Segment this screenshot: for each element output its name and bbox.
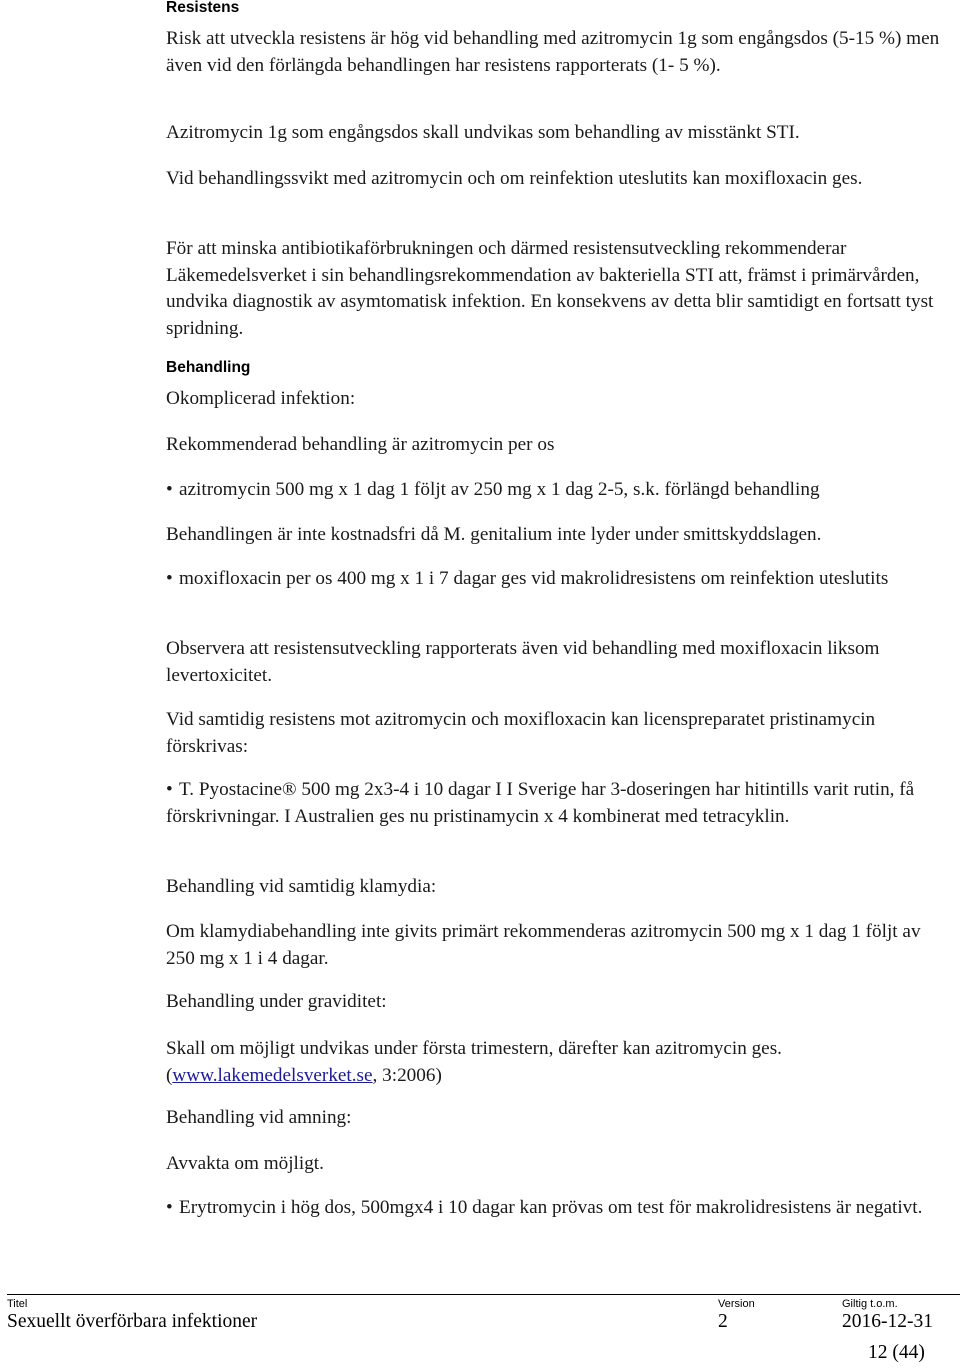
footer-valid-label: Giltig t.o.m. [842,1298,898,1310]
bullet-text: azitromycin 500 mg x 1 dag 1 följt av 250 mg x 1 dag 2-5, s.k. förlängd behandling [179,479,820,500]
paragraph-klamydia-heading: Behandling vid samtidig klamydia: [166,876,437,897]
graviditet-text-after: , 3:2006) [372,1064,442,1086]
bullet-text: T. Pyostacine® 500 mg 2x3-4 i 10 dagar I I Sverige har 3-doseringen har hitintills varit rutin, få förskrivningar. I Australien ges nu pristinamycin x 4 kombinerat med tetracyklin. [166,779,915,827]
bullet-icon [166,1197,179,1218]
page-footer [0,1294,960,1368]
footer-valid-value: 2016-12-31 [842,1311,933,1332]
footer-divider [7,1294,960,1295]
paragraph-amning-heading: Behandling vid amning: [166,1107,352,1128]
paragraph-azitromycin-undvikas: Azitromycin 1g som engångsdos skall undvikas som behandling av misstänkt STI. [166,122,800,143]
bullet-text: moxifloxacin per os 400 mg x 1 i 7 dagar ges vid makrolidresistens om reinfektion uteslutits [179,568,889,589]
section-heading-resistens: Resistens [166,0,240,16]
paragraph-klamydia-text: Om klamydiabehandling inte givits primärt rekommenderas azitromycin 500 mg x 1 dag 1 följt av 250 mg x 1 i 4 dagar. [166,921,921,969]
paragraph-amning-text: Avvakta om möjligt. [166,1153,324,1174]
bullet-item-moxifloxacin [166,566,950,593]
page-number: 12 (44) [868,1342,925,1363]
bullet-icon [166,779,179,800]
lakemedelsverket-link[interactable]: www.lakemedelsverket.se [172,1064,373,1086]
section-heading-behandling: Behandling [166,359,251,376]
bullet-item-azitromycin [166,477,950,504]
bullet-item-pyostacine [166,777,950,830]
bullet-text: Erytromycin i hög dos, 500mgx4 i 10 dagar kan prövas om test för makrolidresistens är negativt. [179,1197,923,1218]
paragraph-kostnadsfri: Behandlingen är inte kostnadsfri då M. genitalium inte lyder under smittskyddslagen. [166,524,822,545]
paragraph-rekommenderad: Rekommenderad behandling är azitromycin per os [166,434,555,455]
paragraph-graviditet-text [166,1036,950,1089]
footer-title-value: Sexuellt överförbara infektioner [7,1311,258,1332]
paragraph-observera: Observera att resistensutveckling rapporterats även vid behandling med moxifloxacin liksom levertoxicitet. [166,638,880,686]
bullet-icon [166,568,179,589]
paragraph-samtidig-resistens: Vid samtidig resistens mot azitromycin och moxifloxacin kan licenspreparatet pristinamycin förskrivas: [166,709,876,757]
footer-version-value: 2 [718,1311,728,1332]
bullet-icon [166,479,179,500]
paragraph-antibiotikaforbrukning: För att minska antibiotikaförbrukningen och därmed resistensutveckling rekommenderar Läkemedelsverket i sin behandlingsrekommendation av bakteriella STI att, främst i primärvården, undvika diagnostik av asymtomatisk infektion. En konsekvens av detta blir samtidigt en fortsatt tyst spridning. [166,238,934,339]
paragraph-resistens-risk: Risk att utveckla resistens är hög vid behandling med azitromycin 1g som engångsdos (5-15 %) men även vid den förlängda behandlingen har resistens rapporterats (1- 5 %). [166,28,940,76]
footer-version-label: Version [718,1298,755,1310]
paragraph-behandlingssvikt: Vid behandlingssvikt med azitromycin och om reinfektion uteslutits kan moxifloxacin ges. [166,168,863,189]
footer-title-label: Titel [7,1298,28,1310]
bullet-item-erytromycin [166,1195,950,1222]
paragraph-graviditet-heading: Behandling under graviditet: [166,991,387,1012]
paragraph-okomplicerad: Okomplicerad infektion: [166,388,356,409]
graviditet-text-before: Skall om möjligt undvikas under första trimestern, därefter kan azitromycin ges. ( [166,1038,782,1086]
